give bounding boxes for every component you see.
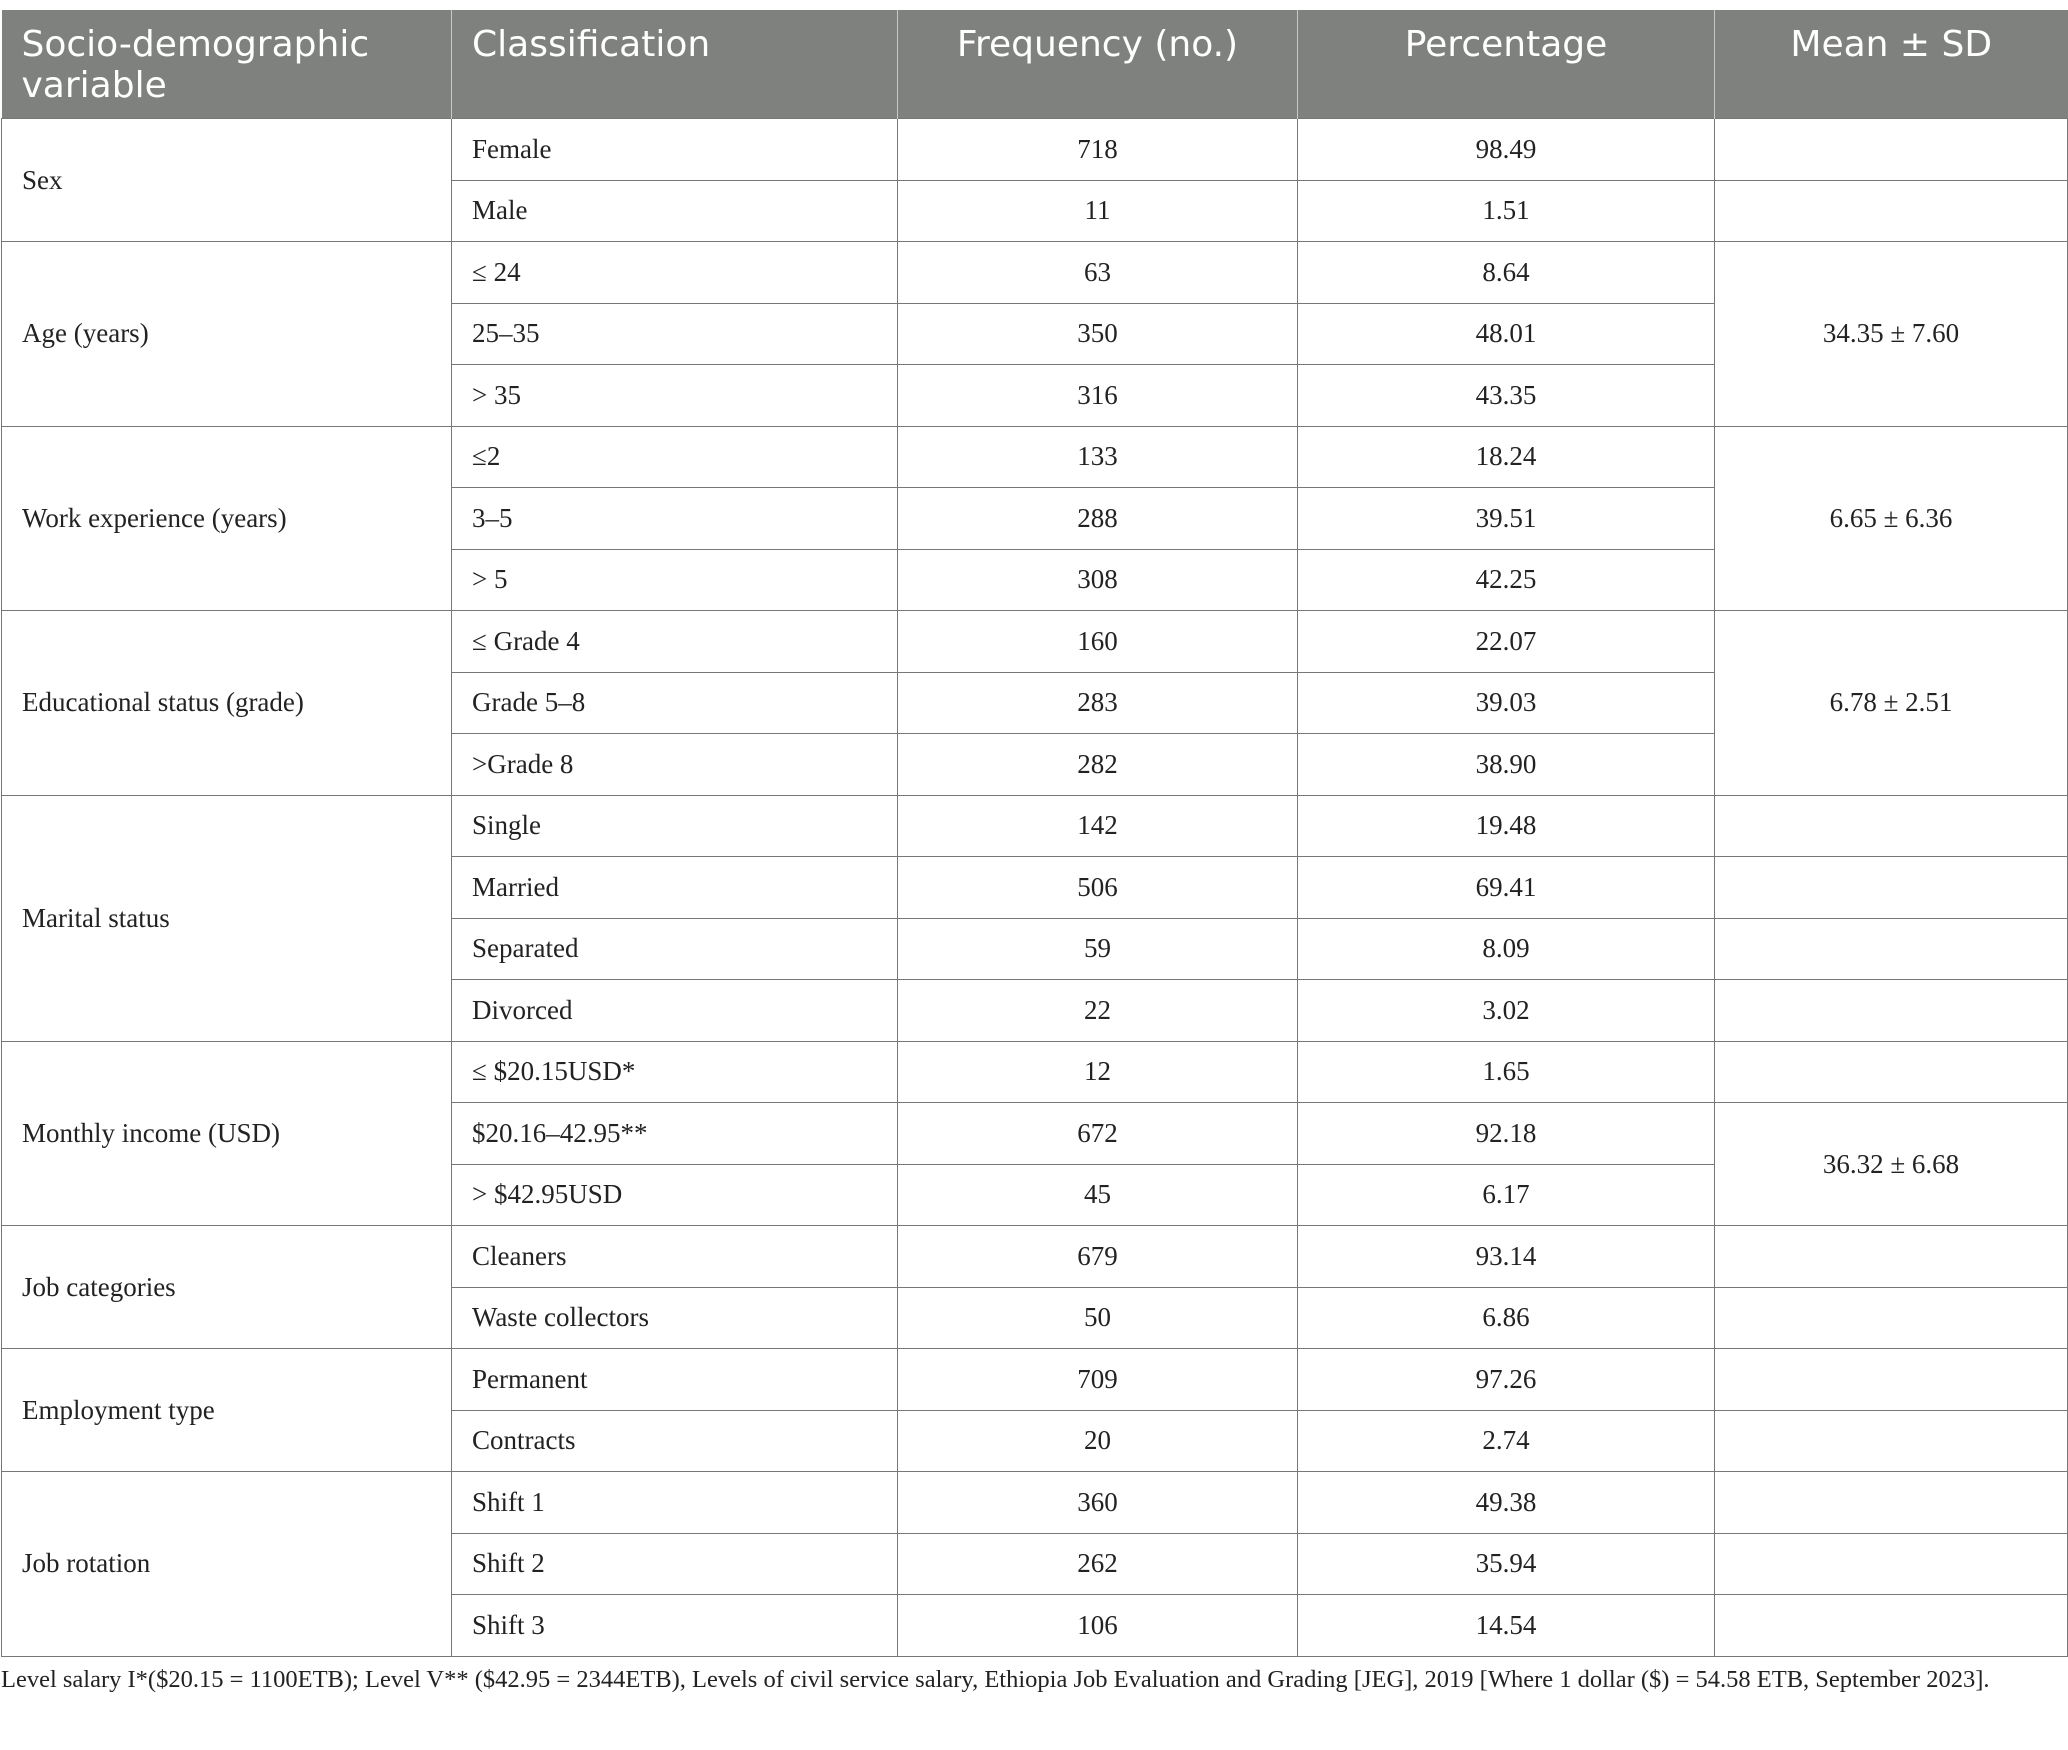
table-row xyxy=(2,611,2068,673)
mean-sd-cell xyxy=(1715,119,2068,181)
percentage-cell: 98.49 xyxy=(1298,119,1715,181)
mean-sd-cell xyxy=(1715,1533,2068,1595)
percentage-cell: 49.38 xyxy=(1298,1472,1715,1534)
classification-cell: > $42.95USD xyxy=(452,1164,898,1226)
frequency-cell: 308 xyxy=(898,549,1298,611)
table-row xyxy=(2,426,2068,488)
classification-cell: Permanent xyxy=(452,1349,898,1411)
classification-cell: $20.16–42.95** xyxy=(452,1103,898,1165)
percentage-cell: 8.64 xyxy=(1298,242,1715,304)
classification-cell: 25–35 xyxy=(452,303,898,365)
mean-sd-cell xyxy=(1715,1595,2068,1657)
percentage-cell: 97.26 xyxy=(1298,1349,1715,1411)
variable-cell: Educational status (grade) xyxy=(2,611,452,796)
percentage-cell: 39.03 xyxy=(1298,672,1715,734)
percentage-cell: 3.02 xyxy=(1298,980,1715,1042)
classification-cell: ≤2 xyxy=(452,426,898,488)
header-frequency: Frequency (no.) xyxy=(898,10,1298,119)
mean-sd-cell xyxy=(1715,980,2068,1042)
frequency-cell: 282 xyxy=(898,734,1298,796)
frequency-cell: 59 xyxy=(898,918,1298,980)
frequency-cell: 718 xyxy=(898,119,1298,181)
frequency-cell: 679 xyxy=(898,1226,1298,1288)
percentage-cell: 69.41 xyxy=(1298,857,1715,919)
mean-sd-cell xyxy=(1715,795,2068,857)
percentage-cell: 48.01 xyxy=(1298,303,1715,365)
classification-cell: Shift 2 xyxy=(452,1533,898,1595)
header-mean-sd: Mean ± SD xyxy=(1715,10,2068,119)
classification-cell: Grade 5–8 xyxy=(452,672,898,734)
classification-cell: >Grade 8 xyxy=(452,734,898,796)
classification-cell: Single xyxy=(452,795,898,857)
percentage-cell: 6.17 xyxy=(1298,1164,1715,1226)
mean-sd-cell xyxy=(1715,180,2068,242)
variable-cell: Monthly income (USD) xyxy=(2,1041,452,1226)
classification-cell: Married xyxy=(452,857,898,919)
socio-demographic-table xyxy=(1,10,2068,1657)
frequency-cell: 709 xyxy=(898,1349,1298,1411)
frequency-cell: 12 xyxy=(898,1041,1298,1103)
percentage-cell: 39.51 xyxy=(1298,488,1715,550)
variable-cell: Work experience (years) xyxy=(2,426,452,611)
mean-sd-cell: 6.78 ± 2.51 xyxy=(1715,611,2068,796)
header-percentage: Percentage xyxy=(1298,10,1715,119)
frequency-cell: 350 xyxy=(898,303,1298,365)
frequency-cell: 50 xyxy=(898,1287,1298,1349)
variable-cell: Job rotation xyxy=(2,1472,452,1657)
percentage-cell: 18.24 xyxy=(1298,426,1715,488)
classification-cell: Female xyxy=(452,119,898,181)
table-body xyxy=(2,119,2068,1657)
frequency-cell: 63 xyxy=(898,242,1298,304)
variable-cell: Sex xyxy=(2,119,452,242)
frequency-cell: 142 xyxy=(898,795,1298,857)
percentage-cell: 14.54 xyxy=(1298,1595,1715,1657)
percentage-cell: 6.86 xyxy=(1298,1287,1715,1349)
table-row xyxy=(2,1041,2068,1103)
classification-cell: Separated xyxy=(452,918,898,980)
table-header xyxy=(2,10,2068,119)
header-variable: Socio-demographic variable xyxy=(2,10,452,119)
frequency-cell: 283 xyxy=(898,672,1298,734)
header-row xyxy=(2,10,2068,119)
mean-sd-cell: 34.35 ± 7.60 xyxy=(1715,242,2068,427)
percentage-cell: 22.07 xyxy=(1298,611,1715,673)
header-classification: Classification xyxy=(452,10,898,119)
table-row xyxy=(2,242,2068,304)
variable-cell: Age (years) xyxy=(2,242,452,427)
frequency-cell: 106 xyxy=(898,1595,1298,1657)
percentage-cell: 93.14 xyxy=(1298,1226,1715,1288)
frequency-cell: 133 xyxy=(898,426,1298,488)
frequency-cell: 45 xyxy=(898,1164,1298,1226)
classification-cell: Waste collectors xyxy=(452,1287,898,1349)
percentage-cell: 19.48 xyxy=(1298,795,1715,857)
frequency-cell: 160 xyxy=(898,611,1298,673)
table-footnote: Level salary I*($20.15 = 1100ETB); Level V** ($42.95 = 2344ETB), Levels of civil service salary, Ethiopia Job Evaluation and Grading [JEG], 2019 [Where 1 dollar ($) = 54.58 ETB, September 2023]. xyxy=(1,1666,1990,1693)
table-row xyxy=(2,1226,2068,1288)
classification-cell: Contracts xyxy=(452,1410,898,1472)
frequency-cell: 11 xyxy=(898,180,1298,242)
mean-sd-cell xyxy=(1715,918,2068,980)
mean-sd-cell: 36.32 ± 6.68 xyxy=(1715,1103,2068,1226)
percentage-cell: 38.90 xyxy=(1298,734,1715,796)
classification-cell: ≤ Grade 4 xyxy=(452,611,898,673)
mean-sd-cell xyxy=(1715,857,2068,919)
classification-cell: Shift 1 xyxy=(452,1472,898,1534)
mean-sd-cell xyxy=(1715,1472,2068,1534)
classification-cell: ≤ $20.15USD* xyxy=(452,1041,898,1103)
table-container xyxy=(0,10,2068,1657)
variable-cell: Marital status xyxy=(2,795,452,1041)
percentage-cell: 1.65 xyxy=(1298,1041,1715,1103)
classification-cell: > 35 xyxy=(452,365,898,427)
classification-cell: Male xyxy=(452,180,898,242)
classification-cell: ≤ 24 xyxy=(452,242,898,304)
frequency-cell: 672 xyxy=(898,1103,1298,1165)
mean-sd-cell: 6.65 ± 6.36 xyxy=(1715,426,2068,611)
table-row xyxy=(2,795,2068,857)
classification-cell: 3–5 xyxy=(452,488,898,550)
classification-cell: Cleaners xyxy=(452,1226,898,1288)
table-row xyxy=(2,119,2068,181)
frequency-cell: 22 xyxy=(898,980,1298,1042)
classification-cell: Shift 3 xyxy=(452,1595,898,1657)
frequency-cell: 20 xyxy=(898,1410,1298,1472)
frequency-cell: 316 xyxy=(898,365,1298,427)
table-row xyxy=(2,1349,2068,1411)
frequency-cell: 360 xyxy=(898,1472,1298,1534)
percentage-cell: 1.51 xyxy=(1298,180,1715,242)
mean-sd-cell xyxy=(1715,1410,2068,1472)
variable-cell: Job categories xyxy=(2,1226,452,1349)
frequency-cell: 506 xyxy=(898,857,1298,919)
percentage-cell: 35.94 xyxy=(1298,1533,1715,1595)
classification-cell: Divorced xyxy=(452,980,898,1042)
mean-sd-cell xyxy=(1715,1287,2068,1349)
percentage-cell: 92.18 xyxy=(1298,1103,1715,1165)
table-row xyxy=(2,1472,2068,1534)
mean-sd-cell xyxy=(1715,1349,2068,1411)
variable-cell: Employment type xyxy=(2,1349,452,1472)
frequency-cell: 288 xyxy=(898,488,1298,550)
mean-sd-cell xyxy=(1715,1226,2068,1288)
percentage-cell: 42.25 xyxy=(1298,549,1715,611)
frequency-cell: 262 xyxy=(898,1533,1298,1595)
classification-cell: > 5 xyxy=(452,549,898,611)
percentage-cell: 43.35 xyxy=(1298,365,1715,427)
mean-sd-cell xyxy=(1715,1041,2068,1103)
percentage-cell: 2.74 xyxy=(1298,1410,1715,1472)
percentage-cell: 8.09 xyxy=(1298,918,1715,980)
